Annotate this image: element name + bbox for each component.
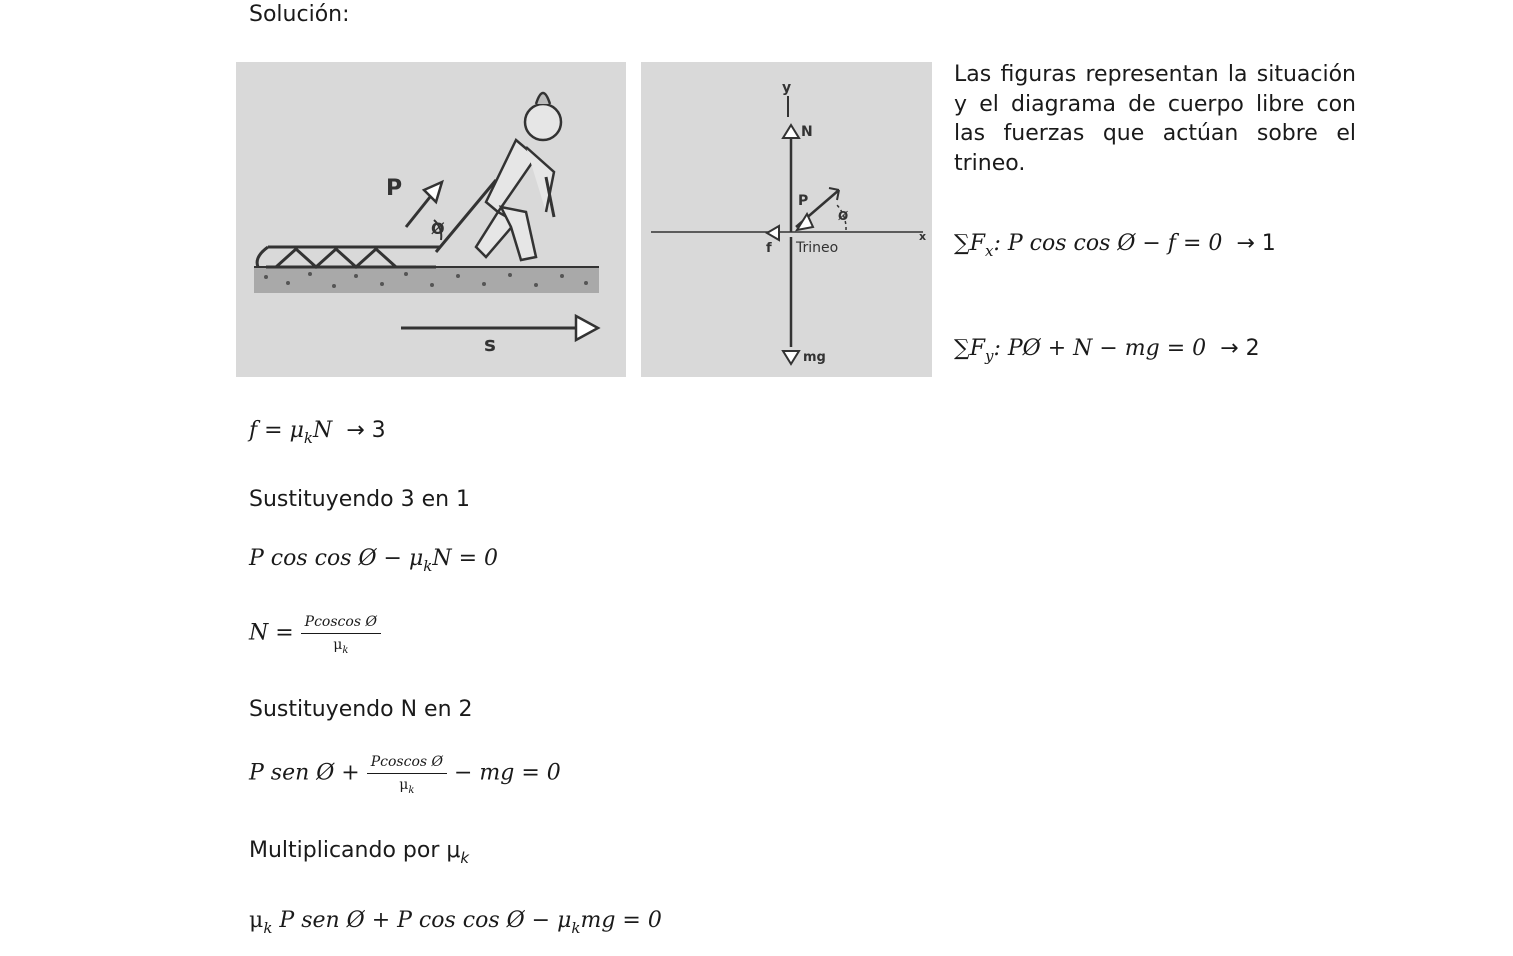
friction-equation xyxy=(249,418,386,447)
fraction-denominator: $\mu_k$ xyxy=(333,637,349,656)
sled-force-label: P xyxy=(386,176,403,201)
n-lhs: N = xyxy=(249,620,301,646)
sum-fy-body: : PØ + N − mg = 0 xyxy=(993,336,1207,361)
step3-text: Multiplicando por $\mu_k$ xyxy=(249,838,470,867)
sub1-lhs: P cos cos Ø − μ xyxy=(249,546,424,571)
subscript-y: y xyxy=(984,347,994,365)
fbd-body-label: Trineo xyxy=(796,240,839,256)
normal-force-equation xyxy=(249,614,381,656)
fraction-denominator: $\mu_k$ xyxy=(399,777,415,796)
fbd-figure xyxy=(641,62,932,377)
equation-tag-1: 1 xyxy=(1261,231,1276,256)
arrow-icon: → xyxy=(339,418,372,443)
fbd-force-label: P xyxy=(798,193,809,209)
subscript-k: k xyxy=(263,919,273,937)
subscript-k: k xyxy=(460,849,470,867)
sub1-rhs: N = 0 xyxy=(432,546,499,571)
fbd-weight-label: mg xyxy=(803,350,826,365)
solution-heading: Solución: xyxy=(249,2,350,27)
fbd-normal-label: N xyxy=(801,124,813,140)
final-equation xyxy=(249,908,662,937)
sum-fx-body: : P cos cos Ø − f = 0 xyxy=(993,231,1223,256)
force-symbol: F xyxy=(969,336,985,361)
sigma-symbol: ∑ xyxy=(954,231,970,256)
fbd-angle-label: Ø xyxy=(838,209,849,223)
sub2-rhs: − mg = 0 xyxy=(447,760,561,786)
sled-illustration xyxy=(236,62,626,377)
sum-fx-equation xyxy=(954,231,1276,260)
friction-lhs: f = μ xyxy=(249,418,304,443)
sub2-lhs: P sen Ø + xyxy=(249,760,367,786)
equation-tag-2: 2 xyxy=(1245,336,1260,361)
substitution1-equation xyxy=(249,546,499,575)
sled-figure xyxy=(236,62,626,377)
fraction-numerator: Pcoscos Ø xyxy=(367,754,447,774)
fbd-y-label: y xyxy=(782,80,792,96)
subscript-k: k xyxy=(423,557,433,575)
arrow-icon: → xyxy=(1229,231,1262,256)
n-fraction xyxy=(301,614,381,656)
subscript-x: x xyxy=(984,242,994,260)
fbd-diagram xyxy=(641,62,932,377)
final-body: P sen Ø + P cos cos Ø − μ xyxy=(272,908,572,933)
subscript-k: k xyxy=(571,919,581,937)
final-rhs: mg = 0 xyxy=(580,908,662,933)
sum-fy-equation xyxy=(954,336,1260,365)
equation-tag-3: 3 xyxy=(371,418,386,443)
fbd-friction-label: f xyxy=(766,241,772,256)
step2-text: Sustituyendo N en 2 xyxy=(249,697,473,722)
fraction-numerator: Pcoscos Ø xyxy=(301,614,381,634)
sub2-fraction xyxy=(367,754,447,796)
step1-text: Sustituyendo 3 en 1 xyxy=(249,487,471,512)
fbd-x-label: x xyxy=(919,230,927,243)
arrow-icon: → xyxy=(1213,336,1246,361)
subscript-k: k xyxy=(303,429,313,447)
sled-angle-label: Ø xyxy=(431,219,445,238)
mu-symbol: μ xyxy=(249,908,264,933)
sigma-symbol: ∑ xyxy=(954,336,970,361)
substitution2-equation xyxy=(249,754,561,796)
force-symbol: F xyxy=(969,231,985,256)
description-paragraph: Las figuras representan la situación y el diagrama de cuerpo libre con las fuerzas que actúan sobre el trineo. xyxy=(954,62,1356,176)
friction-rhs: N xyxy=(312,418,333,443)
sled-displacement-label: s xyxy=(484,332,496,356)
